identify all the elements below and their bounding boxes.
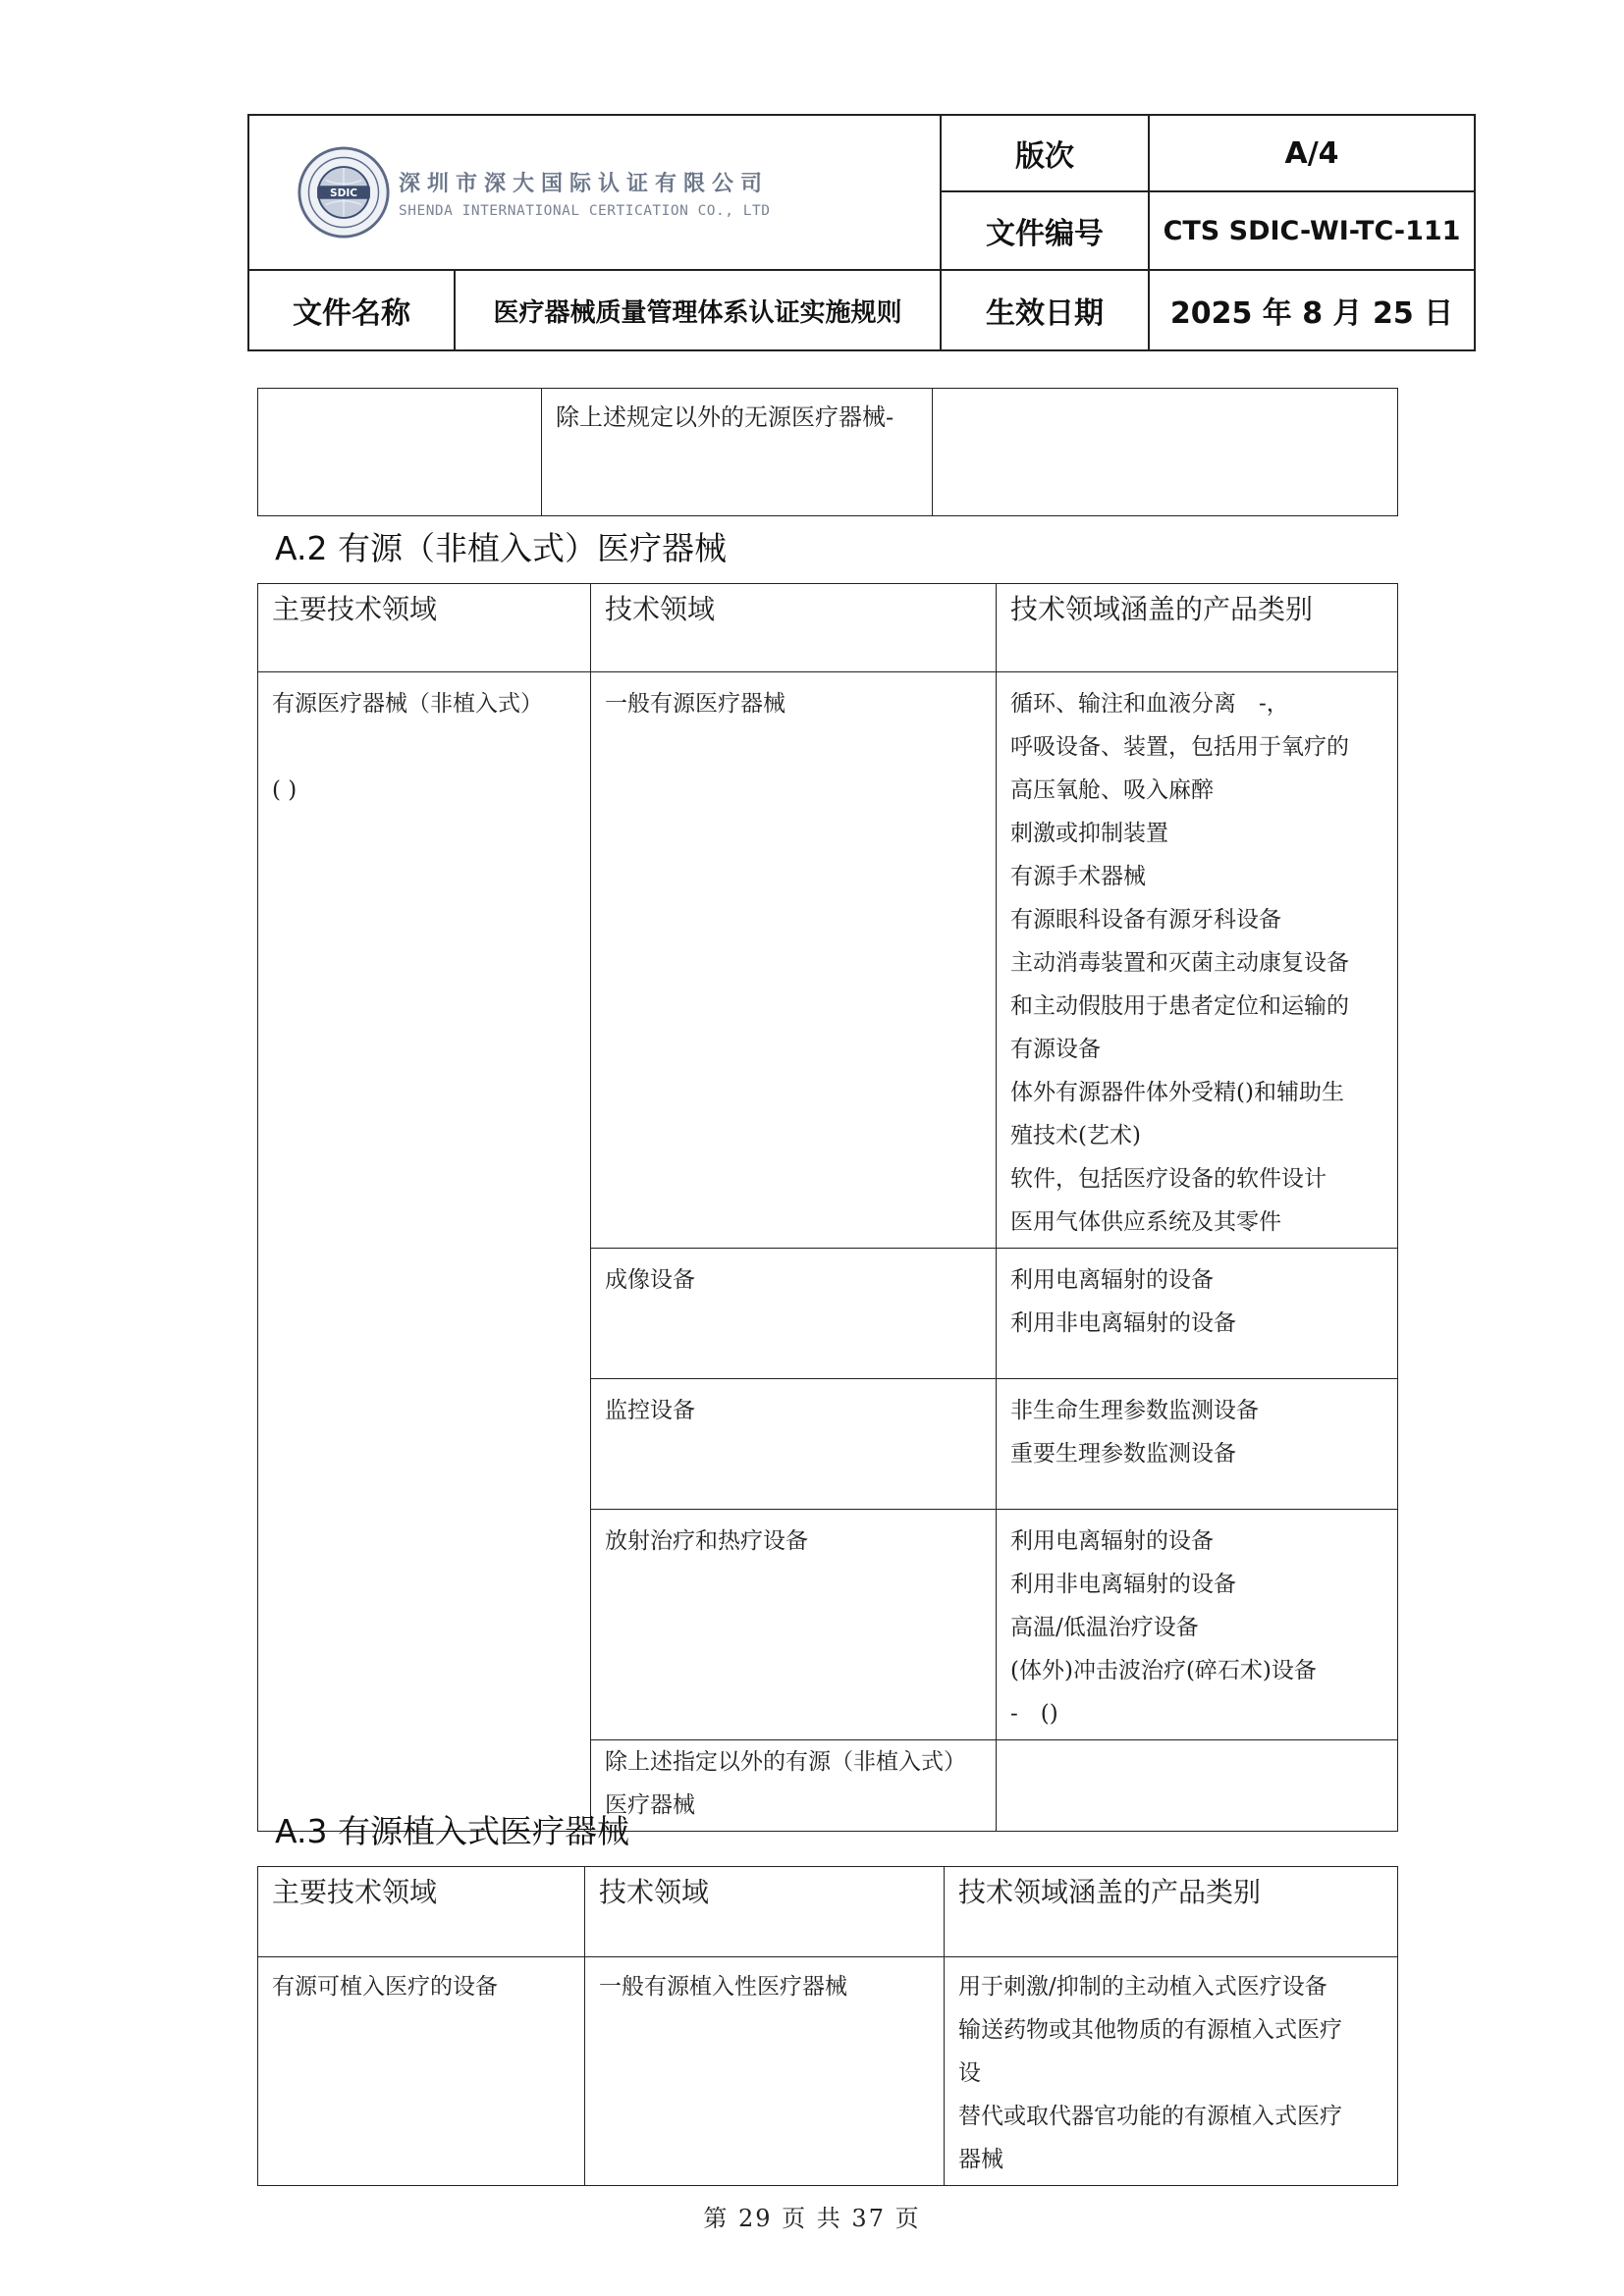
company-name-cn: 深圳市深大国际认证有限公司 <box>399 170 770 196</box>
list-item: - () <box>1010 1701 1058 1727</box>
a2-header-area: 技术领域 <box>591 584 997 672</box>
section-a3-title: A.3 有源植入式医疗器械 <box>275 1812 629 1850</box>
a2-header-row <box>258 584 1398 672</box>
docno-value: CTS SDIC-WI-TC-111 <box>1149 191 1475 270</box>
version-label: 版次 <box>941 115 1149 191</box>
company-name-en: SHENDA INTERNATIONAL CERTICATION CO., LTD <box>399 202 771 219</box>
list-item: 有源眼科设备有源牙科设备 <box>1010 907 1281 933</box>
carryover-table <box>257 388 1398 516</box>
a3-header-area: 技术领域 <box>585 1867 945 1957</box>
a2-area-other-line: 医疗器械 <box>605 1792 695 1818</box>
list-item: 体外有源器件体外受精()和辅助生 <box>1010 1080 1344 1105</box>
list-item: 利用非电离辐射的设备 <box>1010 1572 1236 1597</box>
a2-area-general: 一般有源医疗器械 <box>591 672 997 1249</box>
company-logo <box>297 145 940 240</box>
svg-text:SDIC: SDIC <box>329 187 358 199</box>
a2-area-other-line: 除上述指定以外的有源（非植入式） <box>605 1749 966 1775</box>
list-item: 软件，包括医疗设备的软件设计 <box>1010 1166 1326 1192</box>
a2-area-radiotherapy: 放射治疗和热疗设备 <box>591 1510 997 1740</box>
a2-products-radiotherapy <box>997 1510 1398 1740</box>
list-item: 循环、输注和血液分离 -， <box>1010 691 1289 717</box>
a3-main-area: 有源可植入医疗的设备 <box>258 1957 585 2186</box>
list-item: 有源设备 <box>1010 1037 1101 1062</box>
page-number: 第 29 页 共 37 页 <box>703 2205 921 2232</box>
a2-products-imaging <box>997 1249 1398 1379</box>
filename-label: 文件名称 <box>248 270 455 350</box>
list-item: 器械 <box>958 2147 1003 2172</box>
a2-products-general <box>997 672 1398 1249</box>
list-item: 重要生理参数监测设备 <box>1010 1441 1236 1467</box>
a3-products-general <box>945 1957 1398 2186</box>
a3-table <box>257 1866 1398 2186</box>
list-item: 设 <box>958 2060 981 2086</box>
list-item: 利用非电离辐射的设备 <box>1010 1310 1236 1336</box>
table-row <box>258 1957 1398 2186</box>
list-item: 利用电离辐射的设备 <box>1010 1267 1214 1293</box>
list-item: 高温/低温治疗设备 <box>1010 1615 1199 1640</box>
a2-products-monitoring <box>997 1379 1398 1510</box>
a3-header-products: 技术领域涵盖的产品类别 <box>945 1867 1398 1957</box>
a2-area-monitoring: 监控设备 <box>591 1379 997 1510</box>
list-item: 呼吸设备、装置，包括用于氧疗的 <box>1010 734 1349 760</box>
list-item: 殖技术(艺术) <box>1010 1123 1141 1148</box>
a3-header-main-area: 主要技术领域 <box>258 1867 585 1957</box>
list-item: 有源手术器械 <box>1010 864 1146 889</box>
carryover-col3 <box>933 389 1398 516</box>
document-header <box>247 114 1476 351</box>
a2-main-area-note: ( ) <box>272 777 298 803</box>
a2-main-area: 有源医疗器械（非植入式） <box>272 691 543 717</box>
list-item: 用于刺激/抑制的主动植入式医疗设备 <box>958 1974 1327 2000</box>
list-item: 刺激或抑制装置 <box>1010 821 1168 846</box>
company-name-block <box>399 167 770 219</box>
list-item: 替代或取代器官功能的有源植入式医疗 <box>958 2104 1342 2129</box>
list-item: 非生命生理参数监测设备 <box>1010 1398 1259 1423</box>
a3-header-row <box>258 1867 1398 1957</box>
version-value: A/4 <box>1149 115 1475 191</box>
a2-area-other <box>591 1740 997 1832</box>
company-seal-icon <box>297 145 391 240</box>
effective-label: 生效日期 <box>941 270 1149 350</box>
table-row <box>258 672 1398 1249</box>
a2-header-products: 技术领域涵盖的产品类别 <box>997 584 1398 672</box>
docno-label: 文件编号 <box>941 191 1149 270</box>
list-item: 输送药物或其他物质的有源植入式医疗 <box>958 2017 1342 2043</box>
a2-header-main-area: 主要技术领域 <box>258 584 591 672</box>
effective-value: 2025 年 8 月 25 日 <box>1149 270 1475 350</box>
list-item: 高压氧舱、吸入麻醉 <box>1010 777 1214 803</box>
filename-value: 医疗器械质量管理体系认证实施规则 <box>455 270 941 350</box>
carryover-col2: 除上述规定以外的无源医疗器械- <box>542 389 933 516</box>
list-item: 医用气体供应系统及其零件 <box>1010 1209 1281 1235</box>
a2-main-area-cell <box>258 672 591 1832</box>
list-item: 和主动假肢用于患者定位和运输的 <box>1010 993 1349 1019</box>
list-item: (体外)冲击波治疗(碎石术)设备 <box>1010 1658 1317 1683</box>
a2-table <box>257 583 1398 1832</box>
carryover-col1 <box>258 389 542 516</box>
a2-products-other <box>997 1740 1398 1832</box>
section-a2-title: A.2 有源（非植入式）医疗器械 <box>275 529 727 567</box>
list-item: 主动消毒装置和灭菌主动康复设备 <box>1010 950 1349 976</box>
list-item: 利用电离辐射的设备 <box>1010 1528 1214 1554</box>
a2-area-imaging: 成像设备 <box>591 1249 997 1379</box>
a3-area-general: 一般有源植入性医疗器械 <box>585 1957 945 2186</box>
company-logo-cell <box>248 115 941 270</box>
